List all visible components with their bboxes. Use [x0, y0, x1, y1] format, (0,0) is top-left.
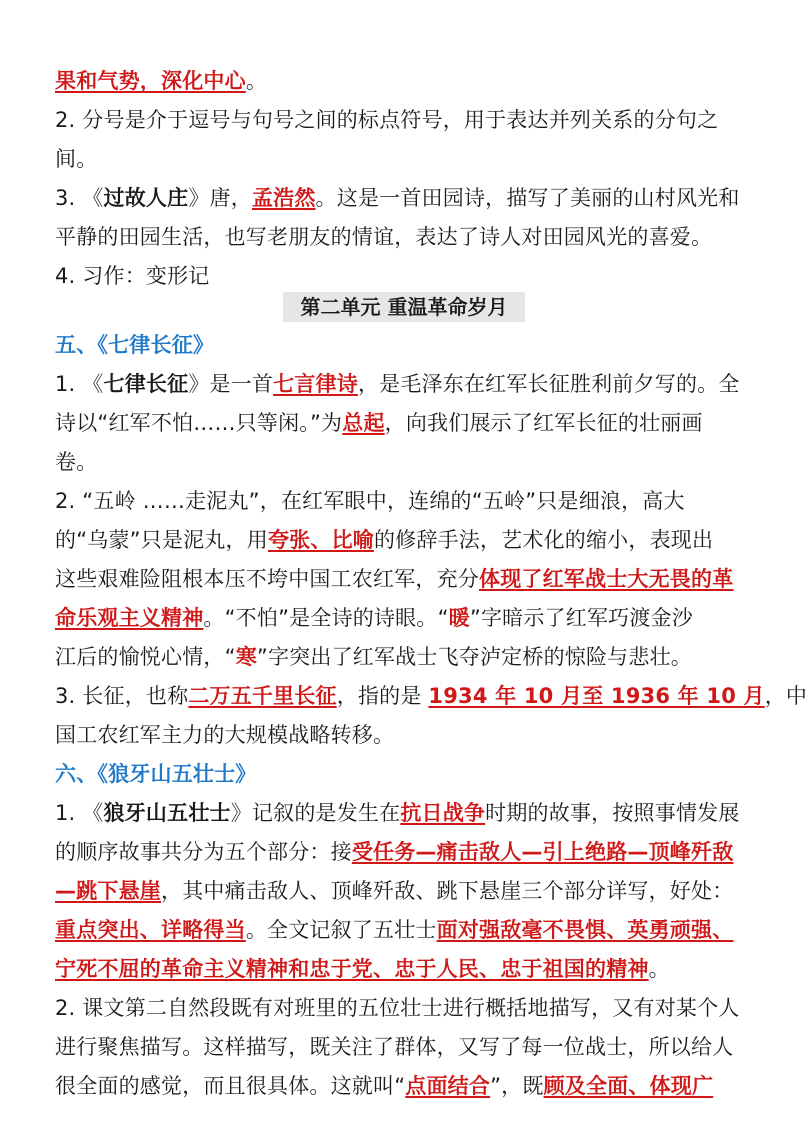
- text-line: 1. 《狼牙山五壮士》记叙的是发生在抗日战争时期的故事，按照事情发展: [55, 801, 740, 825]
- bold-title: 狼牙山五壮士: [103, 801, 231, 825]
- text-line: 的顺序故事共分为五个部分：接受任务—痛击敌人—引上绝路—顶峰歼敌: [55, 840, 734, 864]
- text-line: —跳下悬崖，其中痛击敌人、顶峰歼敌、跳下悬崖三个部分详写，好处：: [55, 879, 734, 903]
- red-emphasis: 重点突出、详略得当: [55, 918, 246, 942]
- text-line: 间。: [55, 147, 98, 171]
- unit-heading-banner: 第二单元 重温革命岁月: [283, 292, 525, 322]
- text-line: 2. “五岭 ……走泥丸”，在红军眼中，连绵的“五岭”只是细浪，高大: [55, 489, 685, 513]
- text-line: 卷。: [55, 450, 98, 474]
- bold-title: 过故人庄: [103, 186, 189, 210]
- red-emphasis: —跳下悬崖: [55, 879, 161, 903]
- text-line: 1. 《七律长征》是一首七言律诗，是毛泽东在红军长征胜利前夕写的。全: [55, 372, 740, 396]
- red-emphasis: 暖: [448, 606, 470, 630]
- text-line: 很全面的感觉，而且很具体。这就叫“点面结合”，既顾及全面、体现广: [55, 1074, 714, 1098]
- red-emphasis: 宁死不屈的革命主义精神和忠于党、忠于人民、忠于祖国的精神: [55, 957, 649, 981]
- section-heading: 五、《七律长征》: [55, 333, 215, 357]
- text-line: 进行聚焦描写。这样描写，既关注了群体，又写了每一位战士，所以给人: [55, 1035, 734, 1059]
- red-emphasis: 夸张、比喻: [267, 528, 374, 552]
- red-emphasis: 体现了红军战士大无畏的革: [479, 567, 734, 591]
- text-line: 国工农红军主力的大规模战略转移。: [55, 723, 395, 747]
- text-line: 3. 长征，也称二万五千里长征，指的是 1934 年 10 月至 1936 年 10 月，中: [55, 684, 807, 708]
- text-line: 这些艰难险阻根本压不垮中国工农红军，充分体现了红军战士大无畏的革: [55, 567, 734, 591]
- red-emphasis: 点面结合: [405, 1074, 491, 1098]
- text-line: 平静的田园生活，也写老朋友的情谊，表达了诗人对田园风光的喜爱。: [55, 225, 713, 249]
- text-line: 重点突出、详略得当。全文记叙了五壮士面对强敌毫不畏惧、英勇顽强、: [55, 918, 734, 942]
- red-emphasis: 七言律诗: [273, 372, 358, 396]
- red-emphasis: 命乐观主义精神: [55, 606, 204, 630]
- red-emphasis: 孟浩然: [251, 186, 316, 210]
- text-line: 2. 分号是介于逗号与句号之间的标点符号，用于表达并列关系的分句之: [55, 108, 719, 132]
- red-emphasis: 二万五千里长征: [188, 684, 337, 708]
- red-emphasis: 抗日战争: [400, 801, 486, 825]
- text-line: 命乐观主义精神。“不怕”是全诗的诗眼。“暖”字暗示了红军巧渡金沙: [55, 606, 693, 630]
- red-emphasis: 受任务—痛击敌人—引上绝路—顶峰歼敌: [351, 840, 734, 864]
- red-emphasis: 总起: [342, 411, 385, 435]
- red-emphasis: 顾及全面、体现广: [543, 1074, 714, 1098]
- section-heading: 六、《狼牙山五壮士》: [55, 762, 257, 786]
- text-line: 4. 习作：变形记: [55, 264, 210, 288]
- text-line: 3. 《过故人庄》唐，孟浩然。这是一首田园诗，描写了美丽的山村风光和: [55, 186, 740, 210]
- text-line: 诗以“红军不怕……只等闲。”为总起，向我们展示了红军长征的壮丽画: [55, 411, 703, 435]
- text-line: 的“乌蒙”只是泥丸，用夸张、比喻的修辞手法，艺术化的缩小，表现出: [55, 528, 714, 552]
- red-emphasis: 果和气势，深化中心: [55, 69, 246, 93]
- red-emphasis: 寒: [235, 645, 257, 669]
- text-line: 2. 课文第二自然段既有对班里的五位壮士进行概括地描写，又有对某个人: [55, 996, 740, 1020]
- bold-title: 七律长征: [103, 372, 189, 396]
- text-line: 江后的愉悦心情，“寒”字突出了红军战士飞夺泸定桥的惊险与悲壮。: [55, 645, 692, 669]
- red-emphasis: 面对强敌毫不畏惧、英勇顽强、: [436, 918, 734, 942]
- text-line: 宁死不屈的革命主义精神和忠于党、忠于人民、忠于祖国的精神。: [55, 957, 670, 981]
- text-line: 果和气势，深化中心。: [55, 69, 268, 93]
- red-emphasis: 1934 年 10 月至 1936 年 10 月: [428, 684, 765, 708]
